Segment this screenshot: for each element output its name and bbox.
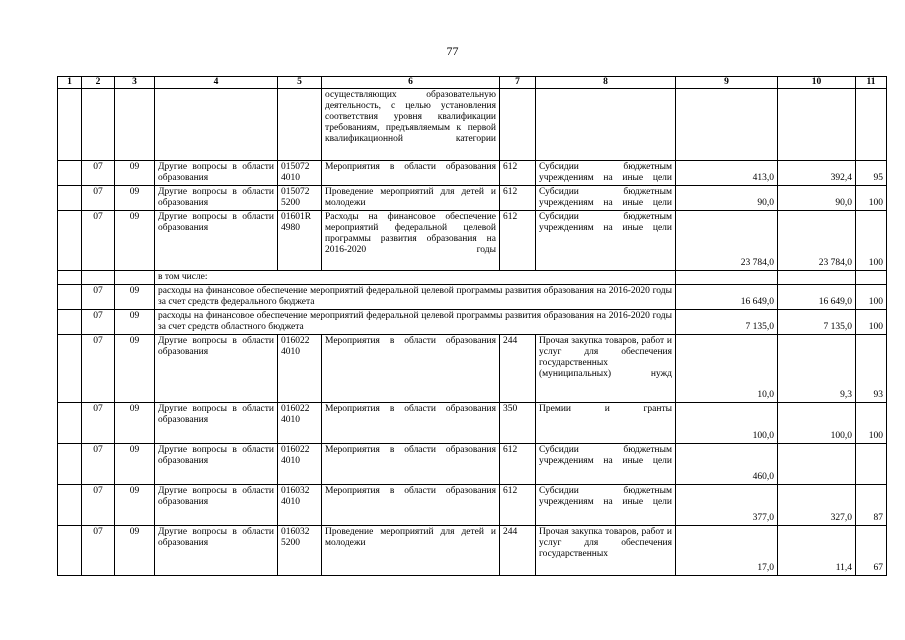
cell-plan: 10,0 (676, 335, 778, 403)
cell-type-name: Премии и гранты (536, 403, 676, 444)
cell-plan: 23 784,0 (676, 211, 778, 271)
cell-subsection: 09 (115, 310, 155, 335)
cell-code: 015072 5200 (278, 186, 322, 211)
column-header-6: 6 (322, 77, 500, 89)
cell-measure: Мероприятия в области образования (322, 485, 500, 526)
cell-name: Другие вопросы в области образования (155, 161, 278, 186)
cell-subsection: 09 (115, 526, 155, 576)
cell-plan: 90,0 (676, 186, 778, 211)
cell-type-name: Субсидии бюджетным учреждениям на иные цели (536, 444, 676, 485)
cell-expense-description: расходы на финансовое обеспечение мероприятий федеральной целевой программы развития образования на 2016-2020 годы за счет средств федерального бюджета (155, 285, 676, 310)
cell-section: 07 (82, 485, 115, 526)
cell-index (58, 161, 82, 186)
cell-plan: 17,0 (676, 526, 778, 576)
cell-plan: 16 649,0 (676, 285, 778, 310)
cell-type-name: Прочая закупка товаров, работ и услуг для обеспечения государственных (муниципальных) нужд (536, 335, 676, 403)
cell-section: 07 (82, 186, 115, 211)
cell-plan: 377,0 (676, 485, 778, 526)
table-row (58, 211, 887, 271)
cell-section: 07 (82, 335, 115, 403)
cell-percent (856, 271, 887, 285)
cell-subsection: 09 (115, 186, 155, 211)
cell-code: 016022 4010 (278, 403, 322, 444)
cell-name (155, 89, 278, 161)
cell-type: 244 (500, 335, 536, 403)
cell-measure: Мероприятия в области образования (322, 444, 500, 485)
cell-measure: Мероприятия в области образования (322, 161, 500, 186)
cell-subsection: 09 (115, 211, 155, 271)
cell-percent: 100 (856, 186, 887, 211)
cell-section: 07 (82, 310, 115, 335)
cell-type-name: Субсидии бюджетным учреждениям на иные цели (536, 186, 676, 211)
cell-name: Другие вопросы в области образования (155, 403, 278, 444)
cell-actual: 7 135,0 (778, 310, 856, 335)
cell-section: 07 (82, 285, 115, 310)
cell-expense-description: расходы на финансовое обеспечение мероприятий федеральной целевой программы развития образования на 2016-2020 годы за счет средств областного бюджета (155, 310, 676, 335)
cell-measure: Мероприятия в области образования (322, 403, 500, 444)
cell-subsection (115, 89, 155, 161)
cell-code: 015072 4010 (278, 161, 322, 186)
cell-subsection: 09 (115, 485, 155, 526)
cell-index (58, 271, 82, 285)
cell-name: Другие вопросы в области образования (155, 485, 278, 526)
cell-subsection: 09 (115, 444, 155, 485)
cell-subsection: 09 (115, 285, 155, 310)
cell-name: Другие вопросы в области образования (155, 526, 278, 576)
cell-type-name: Субсидии бюджетным учреждениям на иные цели (536, 161, 676, 186)
table-row (58, 161, 887, 186)
column-header-10: 10 (778, 77, 856, 89)
cell-actual (778, 444, 856, 485)
column-header-9: 9 (676, 77, 778, 89)
cell-type-name: Субсидии бюджетным учреждениям на иные цели (536, 485, 676, 526)
cell-section: 07 (82, 161, 115, 186)
cell-percent: 100 (856, 403, 887, 444)
cell-type-name (536, 89, 676, 161)
table-row (58, 335, 887, 403)
cell-actual: 90,0 (778, 186, 856, 211)
cell-code: 01601R 4980 (278, 211, 322, 271)
cell-index (58, 526, 82, 576)
cell-measure: Расходы на финансовое обеспечение мероприятий федеральной целевой программы развития образования на 2016-2020 годы (322, 211, 500, 271)
cell-actual: 11,4 (778, 526, 856, 576)
cell-actual: 16 649,0 (778, 285, 856, 310)
cell-name: Другие вопросы в области образования (155, 335, 278, 403)
cell-code: 016032 4010 (278, 485, 322, 526)
cell-index (58, 285, 82, 310)
cell-actual: 9,3 (778, 335, 856, 403)
cell-type (500, 89, 536, 161)
cell-percent (856, 89, 887, 161)
cell-index (58, 485, 82, 526)
cell-section (82, 89, 115, 161)
cell-code: 016022 4010 (278, 444, 322, 485)
column-header-8: 8 (536, 77, 676, 89)
cell-measure: осуществляющих образовательную деятельность, с целью установления соответствия уровня квалификации требованиям, предъявляемым к первой квалификационной категории (322, 89, 500, 161)
cell-section: 07 (82, 526, 115, 576)
cell-percent: 87 (856, 485, 887, 526)
cell-percent: 100 (856, 310, 887, 335)
cell-type: 612 (500, 211, 536, 271)
page-number: 77 (446, 44, 459, 58)
cell-percent: 67 (856, 526, 887, 576)
cell-code: 016022 4010 (278, 335, 322, 403)
cell-index (58, 444, 82, 485)
table-row (58, 186, 887, 211)
column-header-2: 2 (82, 77, 115, 89)
cell-type-name: Прочая закупка товаров, работ и услуг для обеспечения государственных (536, 526, 676, 576)
table-body (58, 89, 887, 576)
cell-percent: 100 (856, 285, 887, 310)
cell-measure: Мероприятия в области образования (322, 335, 500, 403)
cell-code: 016032 5200 (278, 526, 322, 576)
table-row (58, 285, 887, 310)
cell-type: 244 (500, 526, 536, 576)
table-row (58, 526, 887, 576)
cell-measure: Проведение мероприятий для детей и молодежи (322, 186, 500, 211)
cell-type-name: Субсидии бюджетным учреждениям на иные цели (536, 211, 676, 271)
column-header-1: 1 (58, 77, 82, 89)
cell-name: Другие вопросы в области образования (155, 211, 278, 271)
cell-code (278, 89, 322, 161)
column-header-7: 7 (500, 77, 536, 89)
cell-plan (676, 271, 778, 285)
cell-actual: 100,0 (778, 403, 856, 444)
cell-plan: 460,0 (676, 444, 778, 485)
cell-index (58, 335, 82, 403)
column-header-3: 3 (115, 77, 155, 89)
cell-type: 612 (500, 485, 536, 526)
column-header-5: 5 (278, 77, 322, 89)
cell-measure: Проведение мероприятий для детей и молодежи (322, 526, 500, 576)
column-header-11: 11 (856, 77, 887, 89)
budget-table (57, 76, 887, 576)
cell-plan: 413,0 (676, 161, 778, 186)
cell-percent: 93 (856, 335, 887, 403)
table-row (58, 271, 887, 285)
cell-index (58, 89, 82, 161)
cell-plan (676, 89, 778, 161)
cell-type: 612 (500, 161, 536, 186)
cell-section: 07 (82, 403, 115, 444)
cell-percent: 95 (856, 161, 887, 186)
cell-actual: 23 784,0 (778, 211, 856, 271)
table-row (58, 89, 887, 161)
cell-index (58, 186, 82, 211)
table-row (58, 444, 887, 485)
cell-subsection: 09 (115, 335, 155, 403)
cell-actual (778, 89, 856, 161)
including-label: в том числе: (155, 271, 676, 285)
cell-name: Другие вопросы в области образования (155, 186, 278, 211)
cell-name: Другие вопросы в области образования (155, 444, 278, 485)
cell-type: 612 (500, 186, 536, 211)
cell-subsection (115, 271, 155, 285)
cell-actual: 327,0 (778, 485, 856, 526)
cell-percent: 100 (856, 211, 887, 271)
cell-plan: 100,0 (676, 403, 778, 444)
table-row (58, 485, 887, 526)
cell-section: 07 (82, 211, 115, 271)
cell-actual: 392,4 (778, 161, 856, 186)
table-row (58, 310, 887, 335)
cell-section (82, 271, 115, 285)
cell-plan: 7 135,0 (676, 310, 778, 335)
cell-percent (856, 444, 887, 485)
cell-index (58, 211, 82, 271)
cell-type: 350 (500, 403, 536, 444)
cell-actual (778, 271, 856, 285)
cell-subsection: 09 (115, 161, 155, 186)
cell-subsection: 09 (115, 403, 155, 444)
cell-section: 07 (82, 444, 115, 485)
column-header-4: 4 (155, 77, 278, 89)
cell-type: 612 (500, 444, 536, 485)
table-row (58, 403, 887, 444)
header-row (58, 77, 887, 89)
cell-index (58, 310, 82, 335)
cell-index (58, 403, 82, 444)
